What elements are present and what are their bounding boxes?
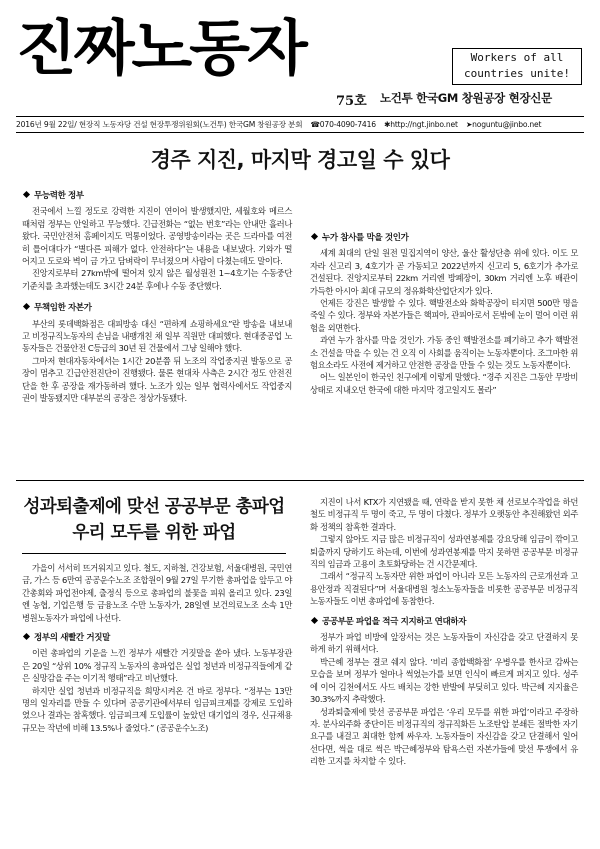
paragraph: 전국에서 느낄 정도로 강력한 지진이 연이어 발생했지만, 세월호와 메르스 때처럼 정부는 안일하고 무능했다. 긴급전화는 “없는 번호”라는 안내만 흘러나왔다. 국민안전처 홈페이지도 먹통이었다. 공영방송이라는 곳은 드라마를 여전히 틀어대다가 “별다른 피해가 없다. 안전하다”는 내용을 내보냈다. 기와가 떨어지고 도로와 벽이 금 가고 담벼락이 무너졌으며 사람이 다쳤는데도 말이다.: [22, 206, 292, 267]
paragraph: 세계 최대의 단일 원전 밀집지역이 양산, 울산 활성단층 위에 있다. 이도 모자라 신고리 3, 4호기가 곧 가동되고 2022년까지 신고리 5, 6호기가 추가로 건설된다. 진앙지로부터 22km 거리엔 방폐장이, 30km 거리엔 노후 배관이 가득한 아시아 최대 규모의 정유화학산업단지가 있다.: [310, 248, 578, 296]
publisher-info: 2016년 9월 22일/ 현장직 노동자당 건설 현장투쟁위원회(노건투) 한국GM 창원공장 분회: [16, 120, 303, 129]
masthead-subtitle: 노건투 한국GM 창원공장 현장신문: [380, 91, 552, 105]
phone-number: ☎070-4090-7416: [310, 120, 376, 129]
paragraph: 부산의 롯데백화점은 대피방송 대신 “편하게 쇼핑하세요”란 방송을 내보내고 비정규직노동자의 손님을 내팽개친 채 일부 직원만 대피했다. 현대중공업 노동자들은 건물안전 C등급의 30년 된 건물에서 그냥 일해야 했다.: [22, 318, 292, 354]
slogan-line-2: countries unite!: [464, 67, 570, 80]
info-bar: [16, 116, 584, 133]
section-heading: 정부의 새빨간 거짓말: [24, 632, 292, 644]
paragraph: 언제든 강진은 발생할 수 있다. 핵발전소와 화학공장이 터지면 500만 명을 죽일 수 있다. 정부와 자본가들은 핵피아, 관피아로서 돈밖에 눈이 멀어 이런 위험을 외면한다.: [310, 298, 578, 333]
slogan-box: [452, 48, 582, 85]
paragraph: 정부가 파업 비방에 앞장서는 것은 노동자들이 자신감을 갖고 단결하지 못하게 하기 위해서다.: [310, 632, 578, 655]
paragraph: 가을이 서서히 뜨거워지고 있다. 철도, 지하철, 건강보험, 서울대병원, 국민연금, 가스 등 6만여 공공운수노조 조합원이 9월 27일 무기한 총파업을 앞두고 야간총회와 파업전야제, 출정식 등으로 총파업의 불꽃을 피워 올리고 있다. 23일엔 농협, 기업은행 등 금융노조 수만 노동자가, 28일엔 보건의료노조 소속 1만 병원노동자가 파업에 나선다.: [22, 563, 292, 623]
paragraph: 과연 누가 참사를 막을 것인가. 가동 중인 핵발전소를 폐기하고 추가 핵발전소 건설을 막을 수 있는 건 오직 이 사회를 움직이는 노동자뿐이다. 조그마한 위험요소라도 사전에 제거하고 안전한 공장을 만들 수 있는 것도 노동자뿐이다.: [310, 335, 578, 371]
article2-col-right: [310, 496, 578, 768]
diamond-bullet-icon: [23, 191, 30, 198]
diamond-bullet-icon: [23, 633, 30, 640]
paragraph: 지진이 나서 KTX가 지연됐을 때, 연락을 받지 못한 채 선로보수작업을 하던 철도 비정규직 두 명이 죽고, 두 명이 다쳤다. 정부가 오랫동안 추진해왔던 외주화 정책의 참혹한 결과다.: [310, 497, 578, 532]
paragraph: 그래서 “정규직 노동자만 위한 파업이 아니라 모든 노동자의 근로개선과 고용안정과 직결된다”며 서울대병원 청소노동자들을 비롯한 공공부문 비정규직 노동자들도 이번 총파업에 동참한다.: [310, 571, 578, 607]
article2-headline-line-1: 성과퇴출제에 맞선 공공부문 총파업: [23, 497, 285, 517]
paragraph: 진앙지로부터 27km밖에 떨어져 있지 않은 월성원전 1~4호기는 수동중단 기준치를 초과했는데도 3시간 24분 후에나 수동 중단했다.: [22, 268, 292, 291]
section-heading: 무능력한 정부: [24, 190, 292, 202]
diamond-bullet-icon: [311, 233, 318, 240]
section-heading: 무책임한 자본가: [24, 302, 292, 314]
email-link[interactable]: ➤noguntu@jinbo.net: [465, 120, 542, 129]
diamond-bullet-icon: [23, 303, 30, 310]
article2-headline: [22, 494, 286, 546]
article1-col-right: [310, 226, 578, 396]
paragraph: 하지만 실업 청년과 비정규직을 희망시켜온 건 바로 정부다. “정부는 13만 명의 일자리를 만들 수 있다며 공공기관에서부터 임금피크제를 강제로 도입하였으나 결과는 참혹했다. 임금피크제 도입률이 높았던 대기업의 경우, 신규채용 규모는 작년에 비해 13.5%나 줄었다.” (공공운수노조): [22, 685, 292, 733]
section-heading: 공공부문 파업을 적극 지지하고 연대하자: [312, 616, 578, 628]
paragraph: 그마저 현대자동차에서는 1시간 20분쯤 뒤 노조의 작업중지권 발동으로 공장이 멈추고 긴급안전진단이 진행됐다. 물론 현대차 사측은 2시간 정도 안전진단을 한 후 공장을 재가동하려 했다. 노조가 있는 일부 협력사에서도 작업중지권이 발동됐지만 대부분의 공장은 정상가동됐다.: [22, 355, 292, 404]
article2-headline-line-2: 우리 모두를 위한 파업: [72, 523, 236, 543]
headline-underline: [22, 553, 286, 554]
website-link[interactable]: ✱http://ngt.jinbo.net: [384, 120, 458, 129]
article1-col-left: [22, 184, 292, 405]
issue-number: 75호: [336, 94, 367, 109]
article1-headline: 경주 지진, 마지막 경고일 수 있다: [150, 148, 450, 172]
paragraph: 성과퇴출제에 맞선 공공부문 파업은 ‘우리 모두를 위한 파업’이라고 주장하자. 분사외주화 중단이든 비정규직의 정규직화든 노조탄압 분쇄든 절박한 자기 요구를 내걸고 최대한 함께 싸우자. 노동자들이 자신감을 갖고 단결해서 일어선다면, 썩을 대로 썩은 박근혜정부와 탐욕스런 자본가들에 맞선 투쟁에서 유리한 고지를 차지할 수 있다.: [310, 706, 578, 767]
section-heading: 누가 참사를 막을 것인가: [312, 232, 578, 244]
masthead-title: 진짜노동자: [16, 14, 305, 84]
paragraph: 그렇지 않아도 지금 많은 비정규직이 성과연봉제를 강요당해 임금이 깎이고 퇴출까지 당하기도 하는데, 이번에 성과연봉제를 막지 못하면 공공부문 비정규직의 임금과 고용이 초토화당하는 건 시간문제다.: [310, 534, 578, 570]
paragraph: 이런 총파업의 기운을 느낀 정부가 새빨간 거짓말을 쏟아 냈다. 노동부장관은 20일 “상위 10% 정규직 노동자의 총파업은 실업 청년과 비정규직들에게 같은 실망감을 주는 이기적 행태”라고 비난했다.: [22, 648, 292, 684]
article2-col-left: [22, 562, 292, 734]
slogan-line-1: Workers of all: [470, 51, 564, 64]
paragraph: 어느 일본인이 한국인 친구에게 이렇게 말했다. “경주 지진은 그동안 무방비 상태로 지내오던 한국에 대한 마지막 경고일지도 몰라”: [310, 372, 578, 395]
article-divider: [16, 480, 584, 481]
diamond-bullet-icon: [311, 617, 318, 624]
paragraph: 박근혜 정부는 결코 쉐지 않다. ‘비리 종합백화점’ 우병우를 한사코 감싸는 모습을 보며 정부가 얼마나 썩었는가를 보면 인식이 빠르게 퍼지고 있다. 성주에 이어 김천에서도 사드 배치는 강한 반발에 부딪히고 있다. 박근혜 지지율은 30.3%까지 추락했다.: [310, 656, 578, 705]
